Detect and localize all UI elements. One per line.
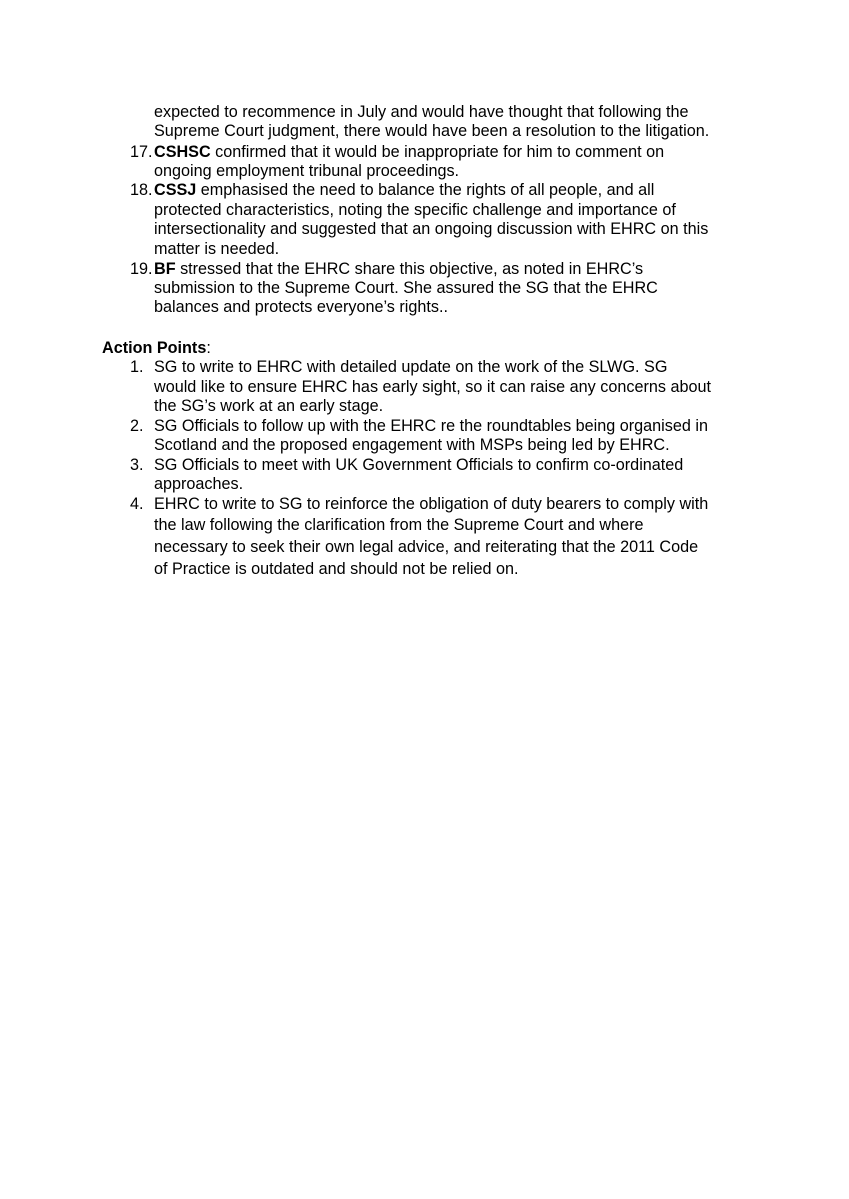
item-number: 17. <box>130 143 153 161</box>
action-point-line: of Practice is outdated and should not be relied on. <box>154 560 519 578</box>
item-line: ongoing employment tribunal proceedings. <box>154 162 460 180</box>
action-points-title: Action Points <box>102 339 207 357</box>
action-point-number: 2. <box>130 417 144 435</box>
action-point-number: 1. <box>130 358 144 376</box>
continuation-line: expected to recommence in July and would have thought that following the <box>154 103 689 121</box>
action-point-number: 4. <box>130 495 144 513</box>
action-point-line: the law following the clarification from the Supreme Court and where <box>154 516 644 534</box>
continuation-line: Supreme Court judgment, there would have been a resolution to the litigation. <box>154 122 710 140</box>
action-point-line: Scotland and the proposed engagement with MSPs being led by EHRC. <box>154 436 670 454</box>
action-point-line: SG to write to EHRC with detailed update on the work of the SLWG. SG <box>154 358 668 376</box>
action-point-line: EHRC to write to SG to reinforce the obligation of duty bearers to comply with <box>154 495 709 513</box>
item-first-line <box>154 260 643 279</box>
item-number: 19. <box>130 260 153 278</box>
action-point-line: necessary to seek their own legal advice, and reiterating that the 2011 Code <box>154 538 699 556</box>
item-text: confirmed that it would be inappropriate for him to comment on <box>210 143 665 161</box>
item-line: protected characteristics, noting the specific challenge and importance of <box>154 201 676 219</box>
item-number: 18. <box>130 181 153 199</box>
action-points-heading <box>102 339 211 358</box>
action-point-line: would like to ensure EHRC has early sight, so it can raise any concerns about <box>154 378 711 396</box>
action-point-line: the SG’s work at an early stage. <box>154 397 384 415</box>
action-point-number: 3. <box>130 456 144 474</box>
item-first-line <box>154 181 654 200</box>
item-line: intersectionality and suggested that an ongoing discussion with EHRC on this <box>154 220 709 238</box>
action-points-colon: : <box>206 339 211 357</box>
item-text: stressed that the EHRC share this objective, as noted in EHRC’s <box>175 260 644 278</box>
item-line: submission to the Supreme Court. She assured the SG that the EHRC <box>154 279 658 297</box>
item-text: emphasised the need to balance the rights of all people, and all <box>196 181 655 199</box>
speaker-name: BF <box>154 260 176 278</box>
action-point-line: SG Officials to follow up with the EHRC re the roundtables being organised in <box>154 417 708 435</box>
action-point-line: approaches. <box>154 475 244 493</box>
action-point-line: SG Officials to meet with UK Government Officials to confirm co-ordinated <box>154 456 684 474</box>
item-line: balances and protects everyone’s rights.. <box>154 298 448 316</box>
speaker-name: CSHSC <box>154 143 211 161</box>
item-first-line <box>154 143 664 162</box>
speaker-name: CSSJ <box>154 181 197 199</box>
item-line: matter is needed. <box>154 240 280 258</box>
